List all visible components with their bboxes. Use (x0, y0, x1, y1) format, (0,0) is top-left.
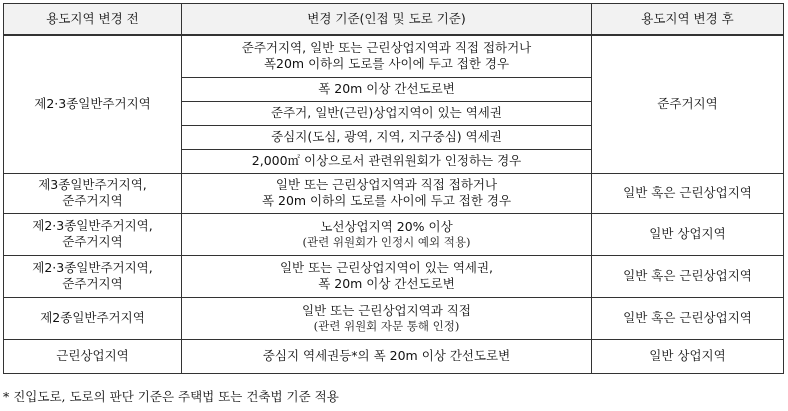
criteria-cell (182, 35, 592, 77)
criteria-cell: 폭 20m 이상 간선도로변 (182, 77, 592, 101)
criteria-line: 준주거지역, 일반 또는 근린상업지역과 직접 접하거나 (241, 40, 532, 56)
before-line: 준주거지역 (62, 234, 123, 249)
before-line: 제2·3종일반주거지역, (32, 260, 153, 275)
criteria-line: 일반 또는 근린상업지역이 있는 역세권, (279, 260, 494, 275)
criteria-cell (182, 297, 592, 339)
before-cell (4, 255, 182, 297)
after-cell: 일반 혹은 근린상업지역 (592, 255, 784, 297)
criteria-line: 노선상업지역 20% 이상 (320, 218, 453, 234)
criteria-line: 일반 또는 근린상업지역과 직접 접하거나 (275, 177, 498, 192)
criteria-line: 일반 또는 근린상업지역과 직접 (302, 302, 471, 318)
criteria-cell (182, 173, 592, 213)
before-line: 제2·3종일반주거지역, (32, 218, 153, 233)
table-row (4, 339, 784, 373)
table-row (4, 255, 784, 297)
criteria-note: (관련 위원회 자문 통해 인정) (313, 318, 460, 333)
before-line: 준주거지역 (62, 193, 123, 208)
criteria-note: (관련 위원회가 인정시 예외 적용) (302, 234, 471, 249)
table-row (4, 35, 784, 77)
before-cell (4, 173, 182, 213)
before-cell: 근린상업지역 (4, 339, 182, 373)
criteria-cell: 중심지(도심, 광역, 지역, 지구중심) 역세권 (182, 125, 592, 149)
before-cell: 제2·3종일반주거지역 (4, 35, 182, 173)
after-cell: 일반 혹은 근린상업지역 (592, 173, 784, 213)
criteria-cell (182, 213, 592, 255)
criteria-cell: 2,000㎡ 이상으로서 관련위원회가 인정하는 경우 (182, 149, 592, 173)
header-before: 용도지역 변경 전 (4, 4, 182, 36)
after-cell: 준주거지역 (592, 35, 784, 173)
header-row (4, 4, 784, 36)
criteria-cell: 중심지 역세권등*의 폭 20m 이상 간선도로변 (182, 339, 592, 373)
after-cell: 일반 혹은 근린상업지역 (592, 297, 784, 339)
footnote: * 진입도로, 도로의 판단 기준은 주택법 또는 건축법 기준 적용 (3, 389, 339, 404)
criteria-cell (182, 255, 592, 297)
after-cell: 일반 상업지역 (592, 339, 784, 373)
zoning-change-table (3, 3, 784, 374)
before-cell: 제2종일반주거지역 (4, 297, 182, 339)
table-row (4, 297, 784, 339)
after-cell: 일반 상업지역 (592, 213, 784, 255)
criteria-line: 폭 20m 이상 간선도로변 (318, 276, 455, 291)
criteria-cell: 준주거, 일반(근린)상업지역이 있는 역세권 (182, 101, 592, 125)
table-row (4, 213, 784, 255)
before-cell (4, 213, 182, 255)
header-after: 용도지역 변경 후 (592, 4, 784, 36)
criteria-line: 폭20m 이하의 도로를 사이에 두고 접한 경우 (263, 56, 510, 72)
table-row (4, 173, 784, 213)
before-line: 제3종일반주거지역, (38, 177, 147, 192)
criteria-line: 폭 20m 이하의 도로를 사이에 두고 접한 경우 (261, 193, 512, 208)
before-line: 준주거지역 (62, 276, 123, 291)
header-criteria: 변경 기준(인접 및 도로 기준) (182, 4, 592, 36)
